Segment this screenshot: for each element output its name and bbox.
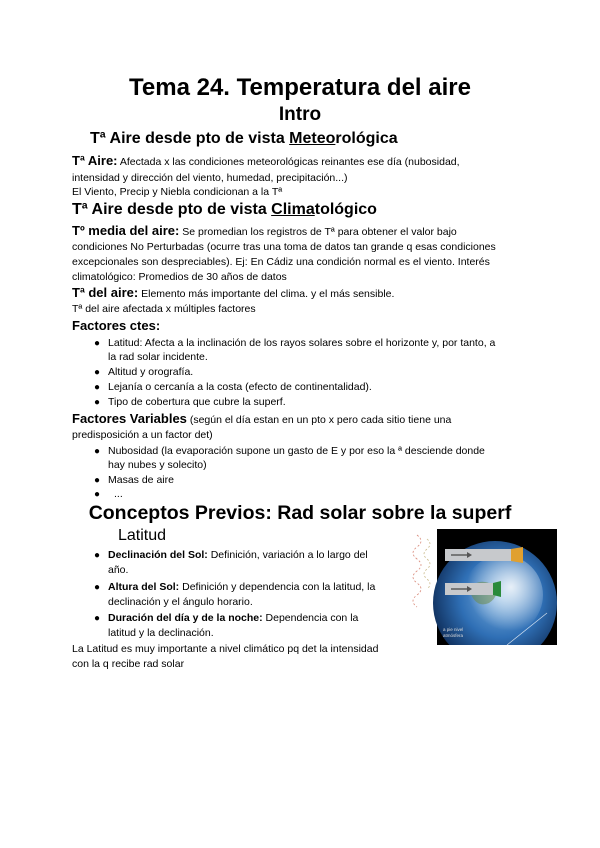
list-item — [94, 473, 174, 488]
meteo-line-1 — [72, 153, 460, 170]
concept-text: Dependencia con la — [262, 612, 359, 624]
list-item — [94, 548, 368, 563]
conceptos-heading: Conceptos Previos: Rad solar sobre la superf — [88, 502, 512, 524]
factores-var-heading: Factores Variables — [72, 411, 187, 426]
bullet-icon: ● — [94, 475, 101, 486]
list-item — [94, 365, 194, 380]
list-item-continuation: hay nubes y solecito) — [108, 459, 207, 471]
concept-term: Declinación del Sol: — [108, 549, 208, 561]
list-item-text: Altitud y orografía. — [108, 366, 194, 378]
concept-term: Altura del Sol: — [108, 581, 180, 593]
list-item — [94, 611, 359, 626]
upper-surface-patch — [511, 547, 523, 563]
list-item-continuation: la rad solar incidente. — [108, 351, 208, 363]
bullet-icon: ● — [94, 582, 101, 593]
list-item — [94, 336, 496, 351]
meteo-heading-pre: Tª Aire desde pto de vista — [90, 130, 290, 147]
solar-wave-1 — [413, 535, 421, 607]
closing-line-2: con la q recibe rad solar — [72, 658, 185, 670]
clima-lead-2: Tª del aire: — [72, 285, 139, 300]
bullet-icon: ● — [94, 367, 101, 378]
solar-wave-2 — [424, 539, 430, 589]
meteo-heading-underlined: Meteo — [289, 130, 336, 147]
factores-ctes-heading: Factores ctes: — [72, 318, 161, 333]
closing-line-1: La Latitud es muy importante a nivel climático pq det la intensidad — [72, 643, 379, 655]
list-item-text: Masas de aire — [108, 474, 174, 486]
clima-line-1 — [72, 223, 457, 240]
meteo-heading — [90, 130, 398, 148]
intro-heading: Intro — [278, 104, 322, 125]
factores-var-note-1: (según el día estan en un pto x pero cada sitio tiene una — [186, 414, 452, 426]
list-item-text: Latitud: Afecta a la inclinación de los rayos solares sobre el horizonte y, por tanto, a — [108, 337, 496, 349]
bullet-icon: ● — [94, 397, 101, 408]
clima-lead: Tº media del aire: — [72, 223, 180, 238]
concept-text: Definición y dependencia con la latitud, la — [179, 581, 376, 593]
meteo-heading-post: rológica — [335, 130, 398, 147]
latitud-heading: Latitud — [118, 527, 167, 544]
bullet-icon: ● — [94, 338, 101, 349]
meteo-text-1: Afectada x las condiciones meteorológicas reinantes ese día (nubosidad, — [117, 156, 460, 168]
list-item — [94, 395, 286, 410]
clima-heading-underlined: Clima — [271, 201, 315, 218]
list-item — [94, 487, 123, 502]
list-item-continuation: latitud y la declinación. — [108, 627, 214, 639]
bullet-icon: ● — [94, 550, 101, 561]
clima-line-6: Tª del aire afectada x múltiples factores — [72, 303, 256, 315]
page-title: Tema 24. Temperatura del aire — [129, 74, 471, 101]
factores-var-line-1 — [72, 411, 451, 428]
meteo-line-2: intensidad y dirección del viento, humedad, precipitación...) — [72, 172, 348, 184]
clima-line-2: condiciones No Perturbadas (ocurre tras una toma de datos tan grande q esas condiciones — [72, 241, 496, 253]
bullet-icon: ● — [94, 613, 101, 624]
list-item-text: Lejanía o cercanía a la costa (efecto de continentalidad). — [108, 381, 372, 393]
factores-var-line-2: predisposición a un factor det) — [72, 429, 213, 441]
list-item — [94, 444, 485, 459]
figure-caption-1: a pie nivel — [443, 627, 464, 632]
bullet-icon: ● — [94, 489, 101, 500]
clima-heading — [72, 201, 377, 219]
clima-heading-pre: Tª Aire desde pto de vista — [72, 201, 272, 218]
lower-surface-patch — [493, 581, 501, 597]
list-item-text: Tipo de cobertura que cubre la superf. — [108, 396, 286, 408]
list-item-continuation: declinación y el ángulo horario. — [108, 596, 253, 608]
concept-term: Duración del día y de la noche: — [108, 612, 263, 624]
concept-text: Definición, variación a lo largo del — [207, 549, 368, 561]
clima-line-3: excepcionales son despreciables). Ej: En Cádiz una condición normal es el viento. Interés — [72, 256, 490, 268]
clima-text-1: Se promedian los registros de Tª para obtener el valor bajo — [179, 226, 457, 238]
clima-heading-post: tológico — [314, 201, 377, 218]
bullet-icon: ● — [94, 382, 101, 393]
list-item-continuation: año. — [108, 564, 129, 576]
meteo-line-3: El Viento, Precip y Niebla condicionan a la Tª — [72, 186, 283, 198]
list-item — [94, 580, 376, 595]
clima-line-5 — [72, 285, 394, 302]
bullet-icon: ● — [94, 446, 101, 457]
figure-caption-2: atmósfera — [443, 633, 464, 638]
list-item — [94, 380, 372, 395]
meteo-lead: Tª Aire: — [72, 153, 118, 168]
clima-text-5: Elemento más importante del clima. y el más sensible. — [138, 288, 395, 300]
earth-radiation-figure — [407, 529, 557, 645]
clima-line-4: climatológico: Promedios de 30 años de datos — [72, 271, 287, 283]
list-item-text: Nubosidad (la evaporación supone un gasto de E y por eso la ª desciende donde — [108, 445, 485, 457]
list-item-text: ... — [114, 488, 123, 500]
